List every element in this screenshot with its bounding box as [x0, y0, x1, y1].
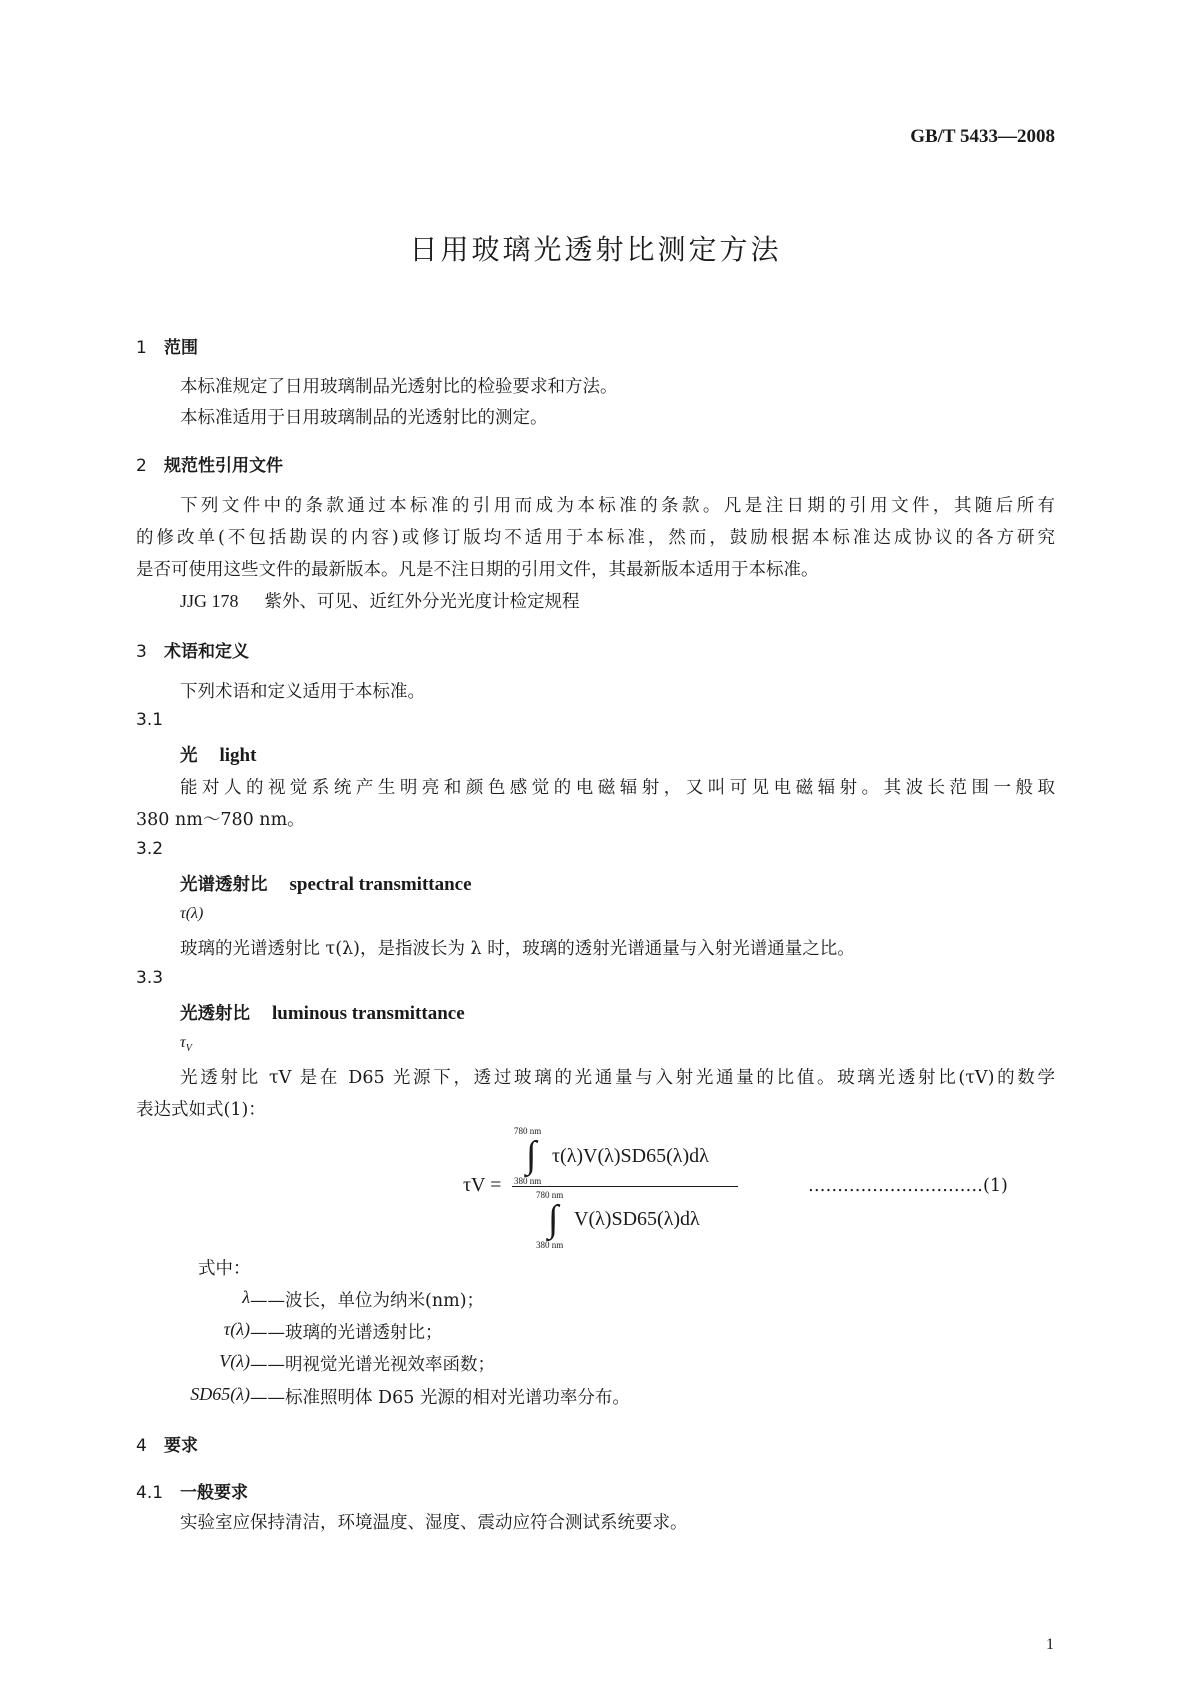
- legend-description: ——明视觉光谱光视效率函数；: [250, 1355, 495, 1375]
- terms-intro: 下列术语和定义适用于本标准。: [180, 682, 425, 702]
- formula-denominator: V(λ)SD65(λ)dλ: [574, 1208, 700, 1230]
- section-3-heading: [136, 637, 249, 662]
- term-en: luminous transmittance: [272, 1003, 465, 1024]
- numerator-lower-limit: 380 nm: [514, 1176, 542, 1186]
- term-3-1-definition-line-1: 能对人的视觉系统产生明亮和颜色感觉的电磁辐射，又叫可见电磁辐射。其波长范围一般取: [180, 778, 1055, 798]
- section-2-heading: [136, 451, 283, 476]
- requirement-paragraph-1: 实验室应保持清洁，环境温度、湿度、震动应符合测试系统要求。: [180, 1513, 688, 1533]
- formula-number: …………………………(1): [808, 1176, 1008, 1196]
- section-number: 1: [136, 338, 147, 358]
- numerator-upper-limit: 780 nm: [514, 1126, 542, 1136]
- term-3-1-number: 3.1: [136, 710, 164, 730]
- denominator-integral-sign: ∫: [548, 1198, 559, 1240]
- section-title: 范围: [164, 338, 198, 358]
- standard-code: GB/T 5433—2008: [910, 126, 1055, 147]
- scope-paragraph-1: 本标准规定了日用玻璃制品光透射比的检验要求和方法。: [180, 377, 618, 397]
- term-3-1-name: [180, 742, 256, 767]
- numerator-integral-sign: ∫: [526, 1134, 537, 1176]
- normative-reference: [180, 588, 580, 613]
- section-4-1-heading: [136, 1478, 248, 1503]
- scope-paragraph-2: 本标准适用于日用玻璃制品的光透射比的测定。: [180, 408, 548, 428]
- legend-description: ——标准照明体 D65 光源的相对光谱功率分布。: [250, 1388, 630, 1408]
- term-3-3-definition-line-2: 表达式如式(1)：: [136, 1100, 266, 1120]
- reference-code: JJG 178: [180, 591, 239, 611]
- section-number: 3: [136, 642, 147, 662]
- normative-paragraph-line-1: 下列文件中的条款通过本标准的引用而成为本标准的条款。凡是注日期的引用文件，其随后所有: [180, 496, 1055, 516]
- legend-symbol: SD65(λ): [190, 1384, 250, 1404]
- section-title: 要求: [164, 1436, 198, 1456]
- section-4-heading: [136, 1431, 198, 1456]
- fraction-bar: [512, 1186, 738, 1187]
- section-number: 2: [136, 456, 147, 476]
- section-number: 4: [136, 1436, 147, 1456]
- section-title: 一般要求: [180, 1483, 248, 1503]
- legend-symbol: τ(λ): [223, 1319, 250, 1339]
- term-3-3-definition-line-1: 光透射比 τV 是在 D65 光源下，透过玻璃的光通量与入射光通量的比值。玻璃光透射比(τV)的数学: [180, 1068, 1055, 1088]
- symbol-main: τ: [180, 1034, 186, 1051]
- legend-symbol: V(λ): [219, 1351, 250, 1371]
- denominator-upper-limit: 780 nm: [536, 1190, 564, 1200]
- section-title: 规范性引用文件: [164, 456, 283, 476]
- term-3-3-number: 3.3: [136, 968, 164, 988]
- legend-description: ——玻璃的光谱透射比；: [250, 1323, 443, 1343]
- formula-lhs: τV =: [463, 1174, 502, 1196]
- term-en: spectral transmittance: [289, 874, 472, 895]
- formula-numerator: τ(λ)V(λ)SD65(λ)dλ: [552, 1145, 709, 1167]
- legend-description: ——波长，单位为纳米(nm)；: [250, 1291, 485, 1311]
- term-3-2-symbol: τ(λ): [180, 905, 204, 922]
- legend-symbol: λ: [242, 1287, 250, 1307]
- term-3-1-definition-line-2: 380 nm～780 nm。: [136, 810, 305, 830]
- document-title: 日用玻璃光透射比测定方法: [409, 233, 782, 266]
- section-title: 术语和定义: [164, 642, 249, 662]
- section-1-heading: [136, 333, 198, 358]
- term-3-2-definition: 玻璃的光谱透射比 τ(λ)，是指波长为 λ 时，玻璃的透射光谱通量与入射光谱通量之比。: [180, 939, 855, 959]
- page-number: 1: [1046, 1636, 1054, 1653]
- term-zh: 光透射比: [180, 1004, 250, 1024]
- formula-legend-intro: 式中：: [198, 1259, 251, 1279]
- normative-paragraph-line-2: 的修改单(不包括勘误的内容)或修订版均不适用于本标准，然而，鼓励根据本标准达成协议的各方研究: [136, 528, 1055, 548]
- term-zh: 光: [180, 746, 198, 766]
- symbol-subscript: V: [185, 1043, 192, 1055]
- term-en: light: [219, 745, 257, 766]
- term-3-2-number: 3.2: [136, 839, 164, 859]
- term-3-3-symbol: [180, 1034, 192, 1054]
- section-number: 4.1: [136, 1483, 164, 1503]
- term-3-3-name: [180, 1000, 465, 1025]
- normative-paragraph-line-3: 是否可使用这些文件的最新版本。凡是不注日期的引用文件，其最新版本适用于本标准。: [136, 560, 819, 580]
- denominator-lower-limit: 380 nm: [536, 1240, 564, 1250]
- term-3-2-name: [180, 871, 472, 896]
- term-zh: 光谱透射比: [180, 875, 268, 895]
- reference-title: 紫外、可见、近红外分光光度计检定规程: [264, 592, 580, 612]
